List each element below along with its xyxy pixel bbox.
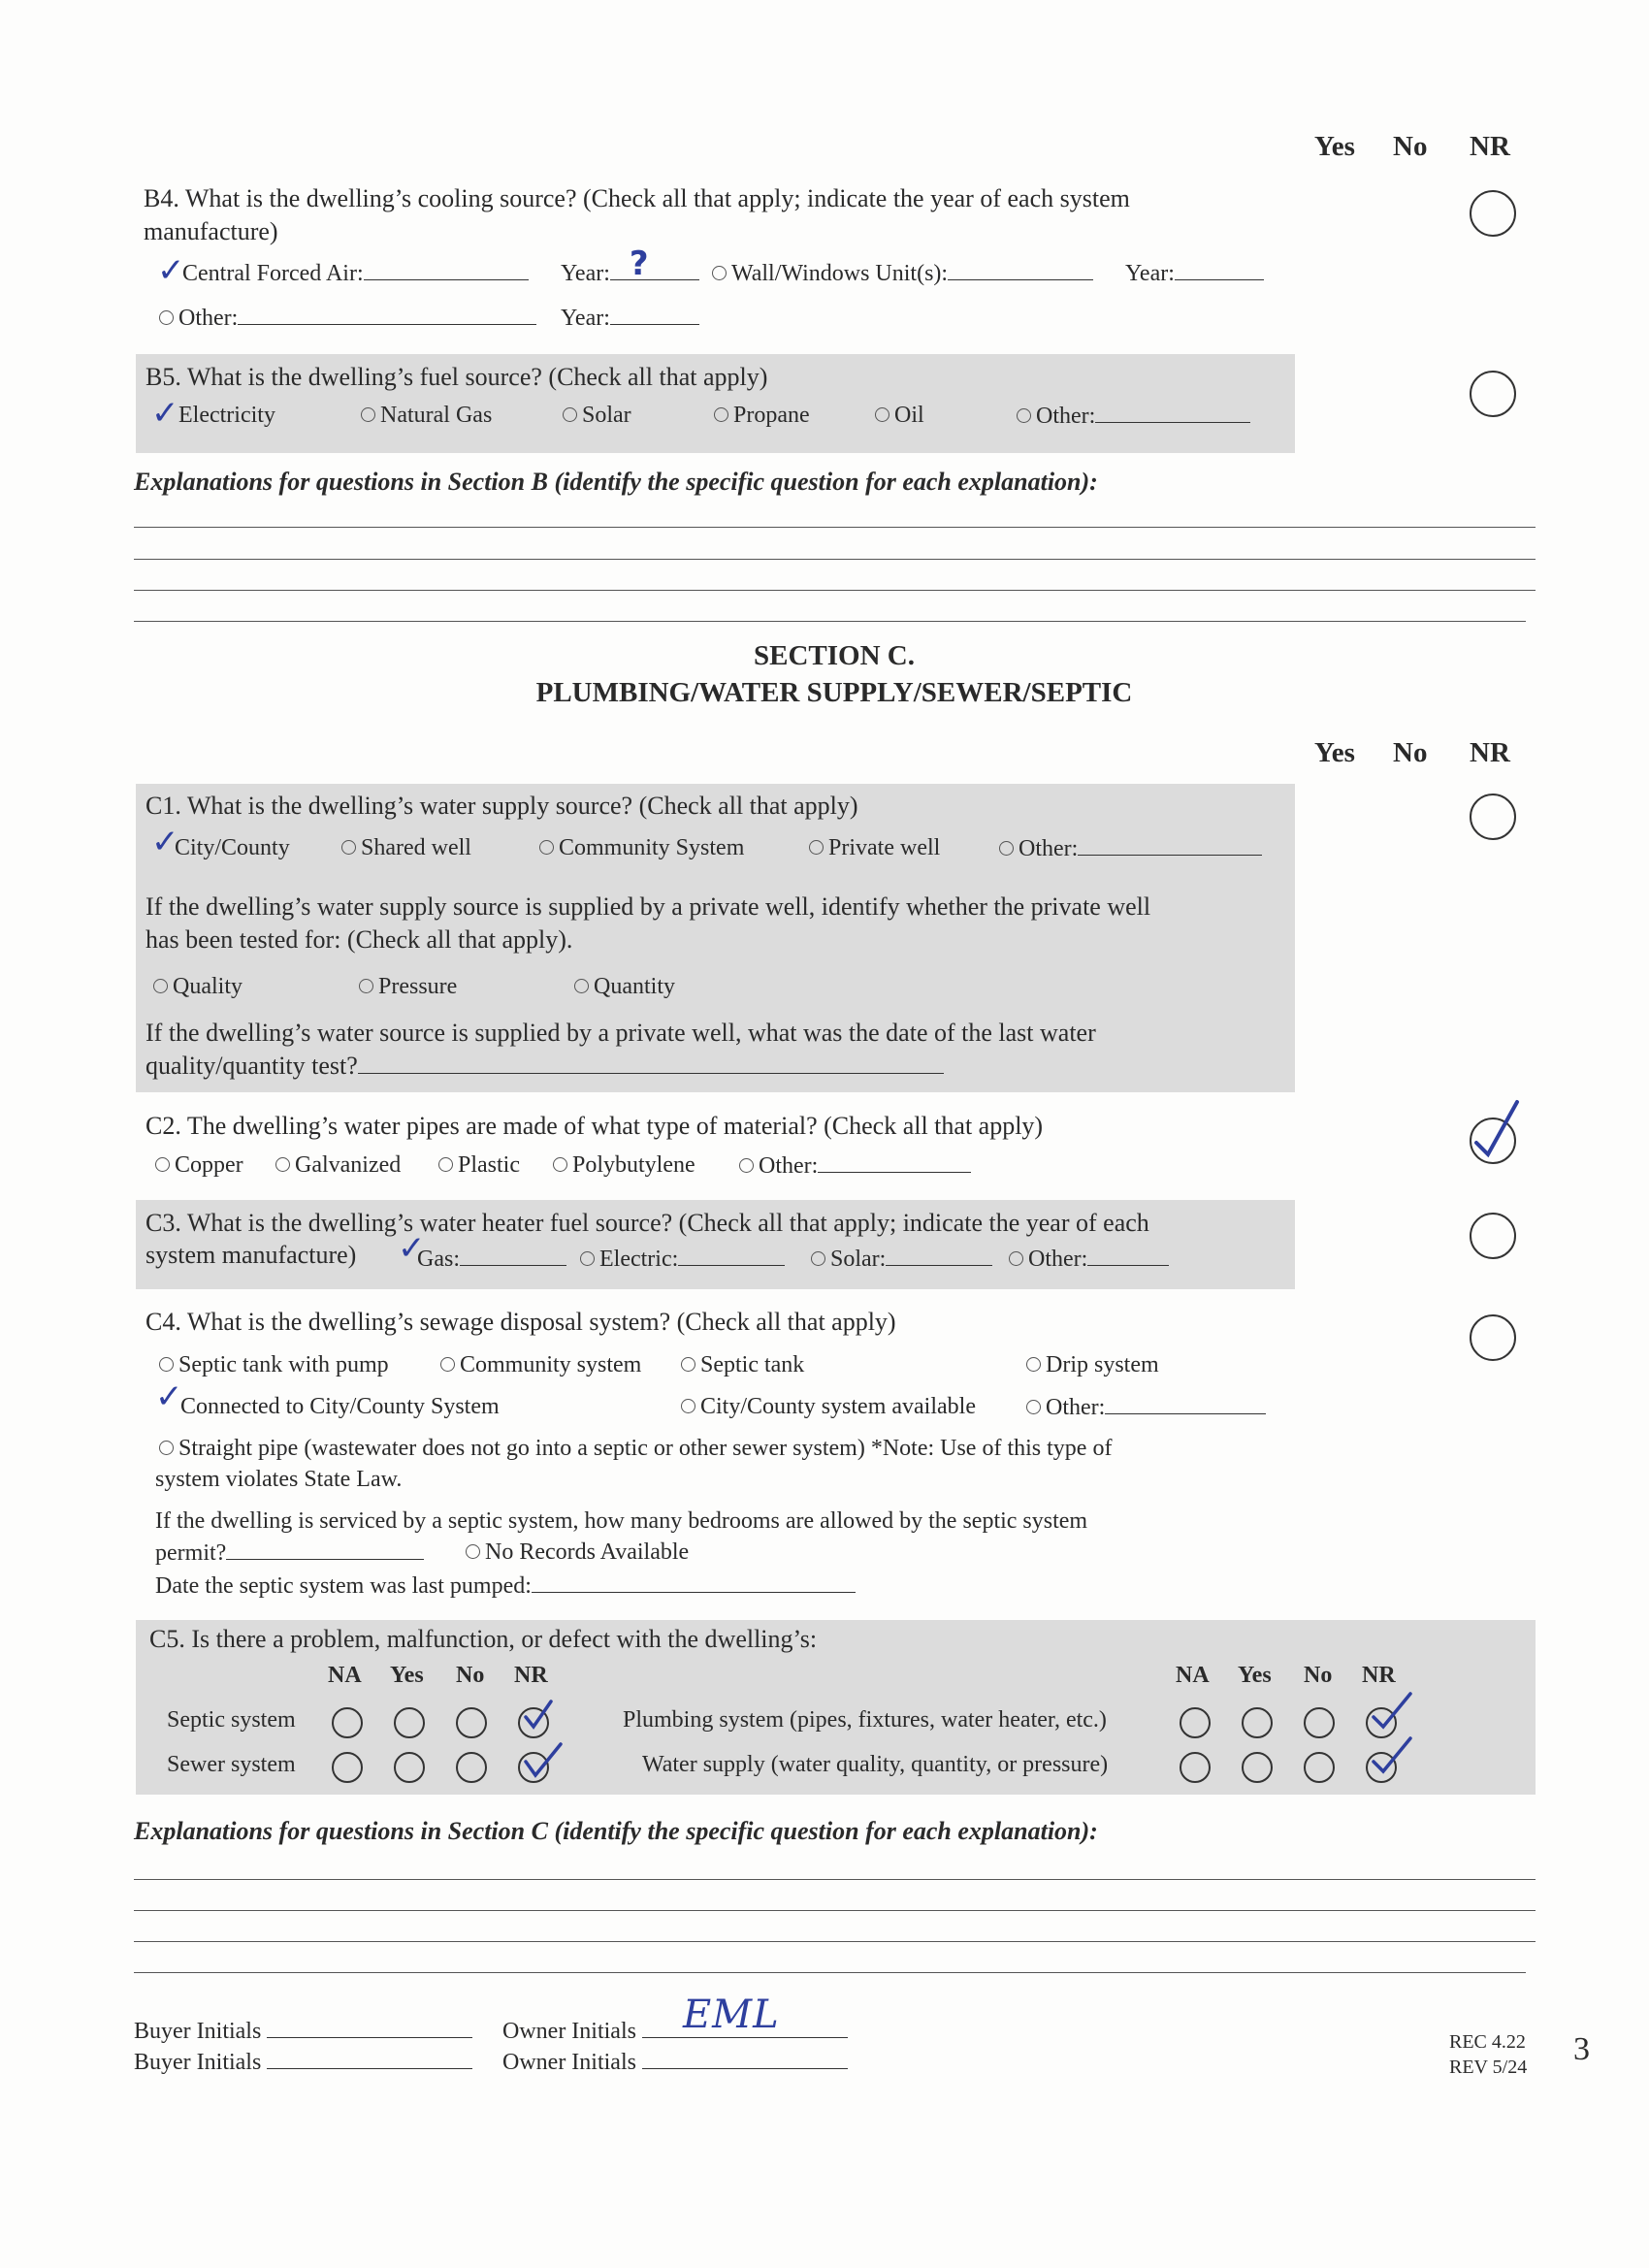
col-header-nr: NR [1470, 737, 1510, 768]
c4-option-septic-tank-label: Septic tank [700, 1352, 805, 1377]
c4-pumped-label: Date the septic system was last pumped: [155, 1573, 532, 1599]
radio-icon [159, 1357, 174, 1372]
radio-icon [574, 979, 589, 993]
c3-option-electric[interactable] [580, 1246, 785, 1273]
c4-bedrooms-question: If the dwelling is serviced by a septic system, how many bedrooms are allowed by the septic system [155, 1508, 1088, 1534]
c2-option-copper[interactable] [155, 1152, 243, 1179]
radio-icon [275, 1157, 290, 1172]
c1-nr-radio[interactable] [1470, 794, 1516, 840]
radio-icon [580, 1251, 595, 1266]
b5-option-electricity[interactable] [151, 394, 275, 433]
radio-icon [440, 1357, 455, 1372]
page-number: 3 [1573, 2031, 1590, 2067]
b5-option-oil-label: Oil [894, 403, 924, 428]
b4-question-line1: B4. What is the dwelling’s cooling source? (Check all that apply; indicate the year of each system [144, 184, 1130, 212]
c5-sewer-nr-check [520, 1742, 568, 1785]
radio-icon [875, 407, 889, 422]
radio-icon [361, 407, 375, 422]
radio-icon [1009, 1251, 1023, 1266]
year-label: Year: [561, 306, 610, 331]
c1-date-question-label: quality/quantity test? [146, 1052, 358, 1080]
explanations-section-b-heading: Explanations for questions in Section B (identify the specific question for each explanation): [134, 468, 1098, 496]
radio-icon [359, 979, 373, 993]
c3-option-gas-label: Gas: [417, 1247, 460, 1272]
col-header-yes: Yes [1314, 131, 1355, 162]
c4-option-septic-pump[interactable] [159, 1352, 389, 1378]
buyer-initials-label: Buyer Initials [134, 2019, 262, 2044]
b4-option-other[interactable] [159, 305, 536, 332]
c3-option-other[interactable] [1009, 1246, 1169, 1273]
c3-option-solar-label: Solar: [830, 1247, 887, 1272]
c5-water-na-radio[interactable] [1180, 1752, 1211, 1783]
c3-option-other-label: Other: [1028, 1247, 1088, 1272]
checkmark-icon: ✓ [157, 251, 185, 290]
b4-option-other-label: Other: [178, 306, 239, 331]
section-c-subtitle: PLUMBING/WATER SUPPLY/SEWER/SEPTIC [535, 677, 1133, 708]
b4-option-wall-unit-label: Wall/Windows Unit(s): [731, 261, 949, 286]
explanation-c-line-2[interactable] [134, 1910, 1536, 1911]
radio-icon [1026, 1357, 1041, 1372]
c4-option-connected-city-label: Connected to City/County System [180, 1394, 500, 1419]
col-header-nr: NR [1470, 131, 1510, 162]
checkmark-icon: ✓ [155, 1377, 183, 1416]
b5-option-solar[interactable] [563, 403, 631, 429]
owner-initials-field-2[interactable] [502, 2049, 848, 2076]
c5-question: C5. Is there a problem, malfunction, or defect with the dwelling’s: [149, 1625, 818, 1653]
b4-option-central-air-label: Central Forced Air: [182, 261, 364, 286]
c4-option-community[interactable] [440, 1352, 641, 1378]
owner-initials-field-1[interactable] [502, 1993, 848, 2045]
c1-test-quality[interactable] [153, 974, 242, 1000]
c4-option-other[interactable] [1026, 1394, 1266, 1421]
b5-option-natural-gas[interactable] [361, 403, 492, 429]
buyer-initials-field-2[interactable] [134, 2049, 472, 2076]
buyer-initials-field-1[interactable] [134, 2018, 472, 2045]
c5-septic-no-radio[interactable] [456, 1707, 487, 1738]
radio-icon [712, 266, 727, 280]
b5-question: B5. What is the dwelling’s fuel source? (Check all that apply) [146, 363, 768, 391]
c5-plumbing-na-radio[interactable] [1180, 1707, 1211, 1738]
c2-question: C2. The dwelling’s water pipes are made of what type of material? (Check all that apply) [146, 1112, 1044, 1140]
radio-icon [438, 1157, 453, 1172]
c5-plumbing-yes-radio[interactable] [1242, 1707, 1273, 1738]
c1-date-question-line2[interactable] [146, 1052, 944, 1081]
c5-left-col-yes: Yes [390, 1663, 424, 1688]
col-header-no: No [1393, 737, 1428, 768]
b5-option-propane[interactable] [714, 403, 810, 429]
c1-question: C1. What is the dwelling’s water supply source? (Check all that apply) [146, 792, 858, 820]
buyer-initials-label: Buyer Initials [134, 2050, 262, 2075]
c3-question-line2: system manufacture) [146, 1241, 357, 1269]
radio-icon [153, 979, 168, 993]
radio-icon [739, 1158, 754, 1173]
c1-option-community-system[interactable] [539, 835, 744, 861]
c4-option-connected-city[interactable] [155, 1377, 500, 1420]
c2-option-plastic[interactable] [438, 1152, 520, 1179]
c5-plumbing-nr-check [1368, 1690, 1416, 1734]
c1-option-shared-well[interactable] [341, 835, 471, 861]
radio-icon [1017, 408, 1031, 423]
c4-option-no-records[interactable] [466, 1539, 689, 1566]
c5-left-col-na: NA [328, 1663, 362, 1688]
b5-option-oil[interactable] [875, 403, 924, 429]
explanation-c-line-1[interactable] [134, 1879, 1536, 1880]
radio-icon [1026, 1400, 1041, 1414]
b5-option-other-label: Other: [1036, 404, 1096, 429]
radio-icon [563, 407, 577, 422]
c4-option-no-records-label: No Records Available [485, 1539, 690, 1565]
c4-option-straight-pipe-label: Straight pipe (wastewater does not go into a septic or other sewer system) *Note: Use of this type of [178, 1436, 1113, 1461]
c1-option-other-label: Other: [1018, 836, 1079, 861]
c4-question: C4. What is the dwelling’s sewage disposal system? (Check all that apply) [146, 1308, 896, 1336]
c5-water-yes-radio[interactable] [1242, 1752, 1273, 1783]
c5-water-no-radio[interactable] [1304, 1752, 1335, 1783]
c2-option-polybutylene[interactable] [553, 1152, 695, 1179]
c2-option-other[interactable] [739, 1152, 971, 1180]
checkmark-icon: ✓ [151, 823, 179, 861]
c4-option-drip[interactable] [1026, 1352, 1159, 1378]
b4-nr-radio[interactable] [1470, 190, 1516, 237]
c4-option-community-label: Community system [460, 1352, 642, 1377]
owner-initials-signature: EML [682, 1993, 780, 2037]
c1-option-city-county[interactable] [151, 823, 290, 861]
c5-plumbing-no-radio[interactable] [1304, 1707, 1335, 1738]
c2-option-galvanized-label: Galvanized [295, 1152, 402, 1178]
explanations-section-c-heading: Explanations for questions in Section C (identify the specific question for each explanation): [134, 1817, 1098, 1845]
c1-option-community-system-label: Community System [559, 835, 745, 860]
c1-test-pressure[interactable] [359, 974, 457, 1000]
radio-icon [809, 840, 824, 855]
c5-water-supply-label: Water supply (water quality, quantity, or pressure) [642, 1752, 1109, 1777]
c1-date-question-line1: If the dwelling’s water source is supplied by a private well, what was the date of the last water [146, 1019, 1096, 1047]
radio-icon [341, 840, 356, 855]
c1-test-quantity-label: Quantity [594, 974, 675, 999]
c1-test-pressure-label: Pressure [378, 974, 458, 999]
explanation-c-line-3[interactable] [134, 1941, 1536, 1942]
c5-plumbing-label: Plumbing system (pipes, fixtures, water heater, etc.) [623, 1707, 1107, 1733]
c5-right-col-nr: NR [1362, 1663, 1396, 1688]
b4-option-central-air[interactable] [157, 251, 529, 290]
c5-left-col-no: No [456, 1663, 485, 1688]
b5-nr-radio[interactable] [1470, 371, 1516, 417]
form-rec-code: REC 4.22 [1449, 2031, 1526, 2053]
c5-septic-na-radio[interactable] [332, 1707, 363, 1738]
radio-icon [714, 407, 728, 422]
c3-option-electric-label: Electric: [599, 1247, 679, 1272]
c5-septic-yes-radio[interactable] [394, 1707, 425, 1738]
b4-other-year-field[interactable] [561, 305, 699, 332]
owner-initials-label: Owner Initials [502, 2019, 636, 2044]
radio-icon [155, 1157, 170, 1172]
c1-well-question-line2: has been tested for: (Check all that apply). [146, 925, 573, 954]
c1-test-quantity[interactable] [574, 974, 675, 1000]
c5-water-nr-check [1368, 1734, 1416, 1779]
c4-bedrooms-permit-label: permit? [155, 1540, 227, 1566]
c1-test-quality-label: Quality [173, 974, 242, 999]
c3-option-gas[interactable] [396, 1229, 566, 1273]
radio-icon [466, 1544, 480, 1559]
c2-option-copper-label: Copper [175, 1152, 243, 1178]
c1-option-private-well[interactable] [809, 835, 940, 861]
c4-bedrooms-permit-field[interactable] [155, 1539, 424, 1567]
c2-option-other-label: Other: [759, 1153, 819, 1179]
c1-option-shared-well-label: Shared well [361, 835, 471, 860]
b4-central-year-field[interactable] [561, 244, 699, 287]
c5-right-col-no: No [1304, 1663, 1333, 1688]
explanation-b-line-3[interactable] [134, 590, 1536, 591]
c5-sewer-na-radio[interactable] [332, 1752, 363, 1783]
checkmark-icon: ✓ [398, 1229, 426, 1268]
c1-option-private-well-label: Private well [828, 835, 941, 860]
c5-septic-nr-check [520, 1698, 559, 1736]
radio-icon [811, 1251, 825, 1266]
c2-nr-check-mark [1467, 1096, 1525, 1164]
radio-icon [681, 1357, 695, 1372]
c5-septic-label: Septic system [167, 1707, 296, 1733]
c5-left-col-nr: NR [514, 1663, 548, 1688]
c3-option-solar[interactable] [811, 1246, 992, 1273]
col-header-yes: Yes [1314, 737, 1355, 768]
c5-right-col-yes: Yes [1238, 1663, 1272, 1688]
c1-option-other[interactable] [999, 835, 1262, 862]
b4-wall-year-field[interactable] [1125, 260, 1264, 287]
explanation-b-line-2[interactable] [134, 559, 1536, 560]
radio-icon [159, 310, 174, 325]
c4-option-septic-tank[interactable] [681, 1352, 804, 1378]
b5-option-natural-gas-label: Natural Gas [380, 403, 493, 428]
c2-option-plastic-label: Plastic [458, 1152, 520, 1178]
radio-icon [681, 1399, 695, 1413]
b5-option-electricity-label: Electricity [178, 403, 275, 428]
radio-icon [159, 1441, 174, 1455]
c2-option-polybutylene-label: Polybutylene [572, 1152, 695, 1178]
explanation-b-line-1[interactable] [134, 527, 1536, 528]
c4-nr-radio[interactable] [1470, 1314, 1516, 1361]
year-label: Year: [561, 261, 610, 286]
radio-icon [553, 1157, 567, 1172]
col-header-no: No [1393, 131, 1428, 162]
c4-straight-pipe-note: system violates State Law. [155, 1467, 403, 1492]
c5-sewer-yes-radio[interactable] [394, 1752, 425, 1783]
c4-option-drip-label: Drip system [1046, 1352, 1159, 1377]
year-label: Year: [1125, 261, 1175, 286]
radio-icon [539, 840, 554, 855]
b5-option-other[interactable] [1017, 403, 1250, 430]
c1-well-question-line1: If the dwelling’s water supply source is supplied by a private well, identify whether the private well [146, 892, 1151, 921]
b5-option-propane-label: Propane [733, 403, 810, 428]
c3-question-line1: C3. What is the dwelling’s water heater fuel source? (Check all that apply; indicate the year of each [146, 1209, 1149, 1237]
c3-nr-radio[interactable] [1470, 1213, 1516, 1259]
c4-pumped-field[interactable] [155, 1572, 856, 1600]
section-c-title: SECTION C. [754, 640, 915, 671]
b5-option-solar-label: Solar [582, 403, 631, 428]
b4-year-handwritten: ? [629, 244, 649, 283]
c5-right-col-na: NA [1176, 1663, 1210, 1688]
c4-option-city-available[interactable] [681, 1394, 976, 1420]
c2-option-galvanized[interactable] [275, 1152, 401, 1179]
form-rev-code: REV 5/24 [1449, 2057, 1528, 2078]
explanation-b-line-4[interactable] [134, 621, 1526, 622]
c1-option-city-county-label: City/County [175, 835, 290, 860]
c4-option-straight-pipe[interactable] [159, 1436, 1112, 1462]
explanation-c-line-4[interactable] [134, 1972, 1526, 1973]
c4-option-city-available-label: City/County system available [700, 1394, 976, 1419]
b4-option-wall-unit[interactable] [712, 260, 1093, 287]
c5-sewer-no-radio[interactable] [456, 1752, 487, 1783]
b4-question-line2: manufacture) [144, 217, 278, 245]
c4-option-other-label: Other: [1046, 1395, 1106, 1420]
radio-icon [999, 841, 1014, 856]
owner-initials-label: Owner Initials [502, 2050, 636, 2075]
checkmark-icon: ✓ [151, 394, 179, 433]
c4-option-septic-pump-label: Septic tank with pump [178, 1352, 389, 1377]
c5-sewer-label: Sewer system [167, 1752, 296, 1777]
